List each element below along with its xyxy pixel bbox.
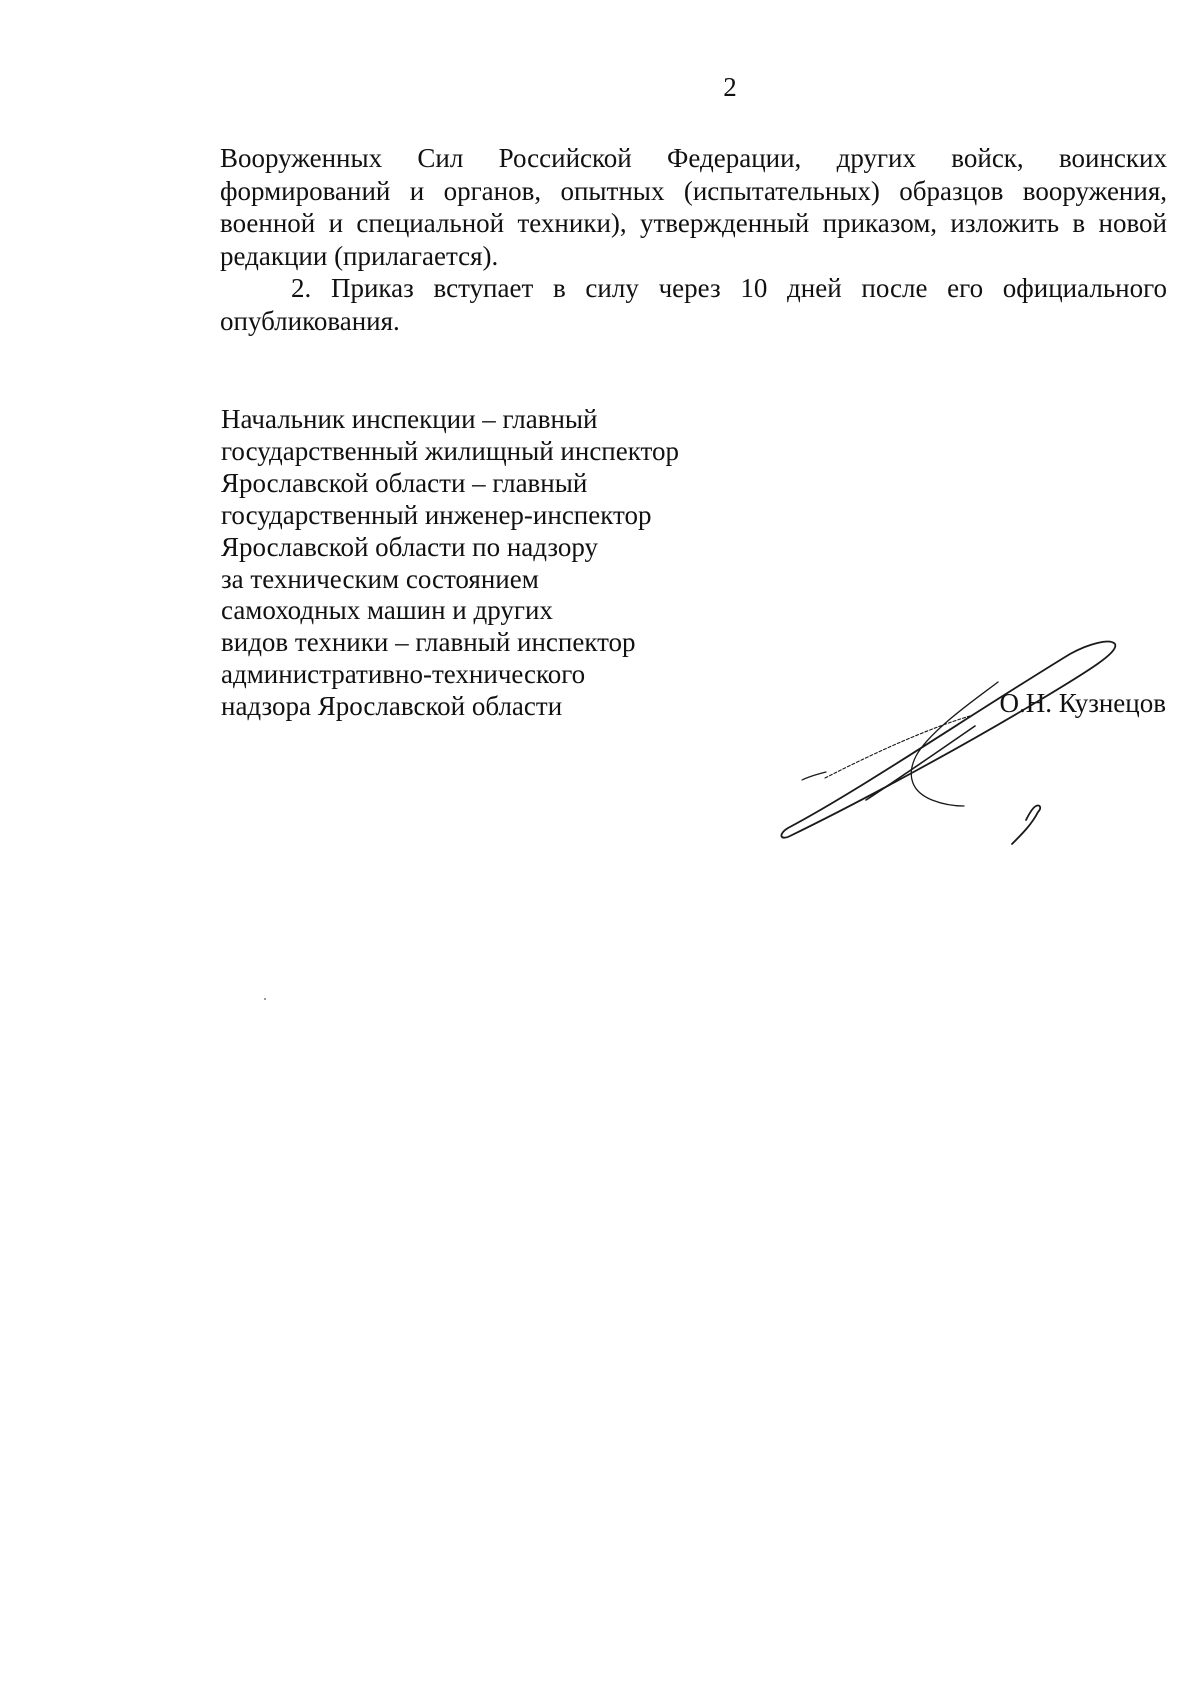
- signatory-position-line: самоходных машин и других: [221, 595, 553, 626]
- signatory-position-line: Ярославской области по надзору: [221, 531, 598, 562]
- body-text: [220, 142, 1167, 338]
- scan-artifact-dot: [264, 998, 266, 1000]
- signatory-name: О.Н. Кузнецов: [999, 688, 1166, 718]
- signatory-position-line: видов техники – главный инспектор: [221, 627, 636, 658]
- signatory-position-line: государственный инженер-инспектор: [221, 499, 652, 530]
- signatory-position-line: надзора Ярославской области: [221, 691, 563, 722]
- signatory-position-line: Ярославской области – главный: [221, 467, 588, 498]
- handwritten-signature: [770, 630, 1130, 870]
- signatory-position-line: за техническим состоянием: [221, 563, 539, 594]
- signatory-position-line: Начальник инспекции – главный: [221, 404, 598, 434]
- paragraph-effective-date: 2. Приказ вступает в силу через 10 дней после его официального опубликования.: [220, 273, 1167, 336]
- signatory-position: [221, 404, 761, 723]
- signatory-position-line: государственный жилищный инспектор: [221, 435, 679, 466]
- paragraph-continuation: Вооруженных Сил Российской Федерации, других войск, воинских формирований и органов, опытных (испытательных) образцов вооружения, военной и специальной техники), утвержденный приказом, изложить в новой редакции (прилагается).: [220, 143, 1167, 271]
- signatory-position-line: административно-технического: [221, 659, 586, 690]
- page-number: 2: [723, 72, 737, 102]
